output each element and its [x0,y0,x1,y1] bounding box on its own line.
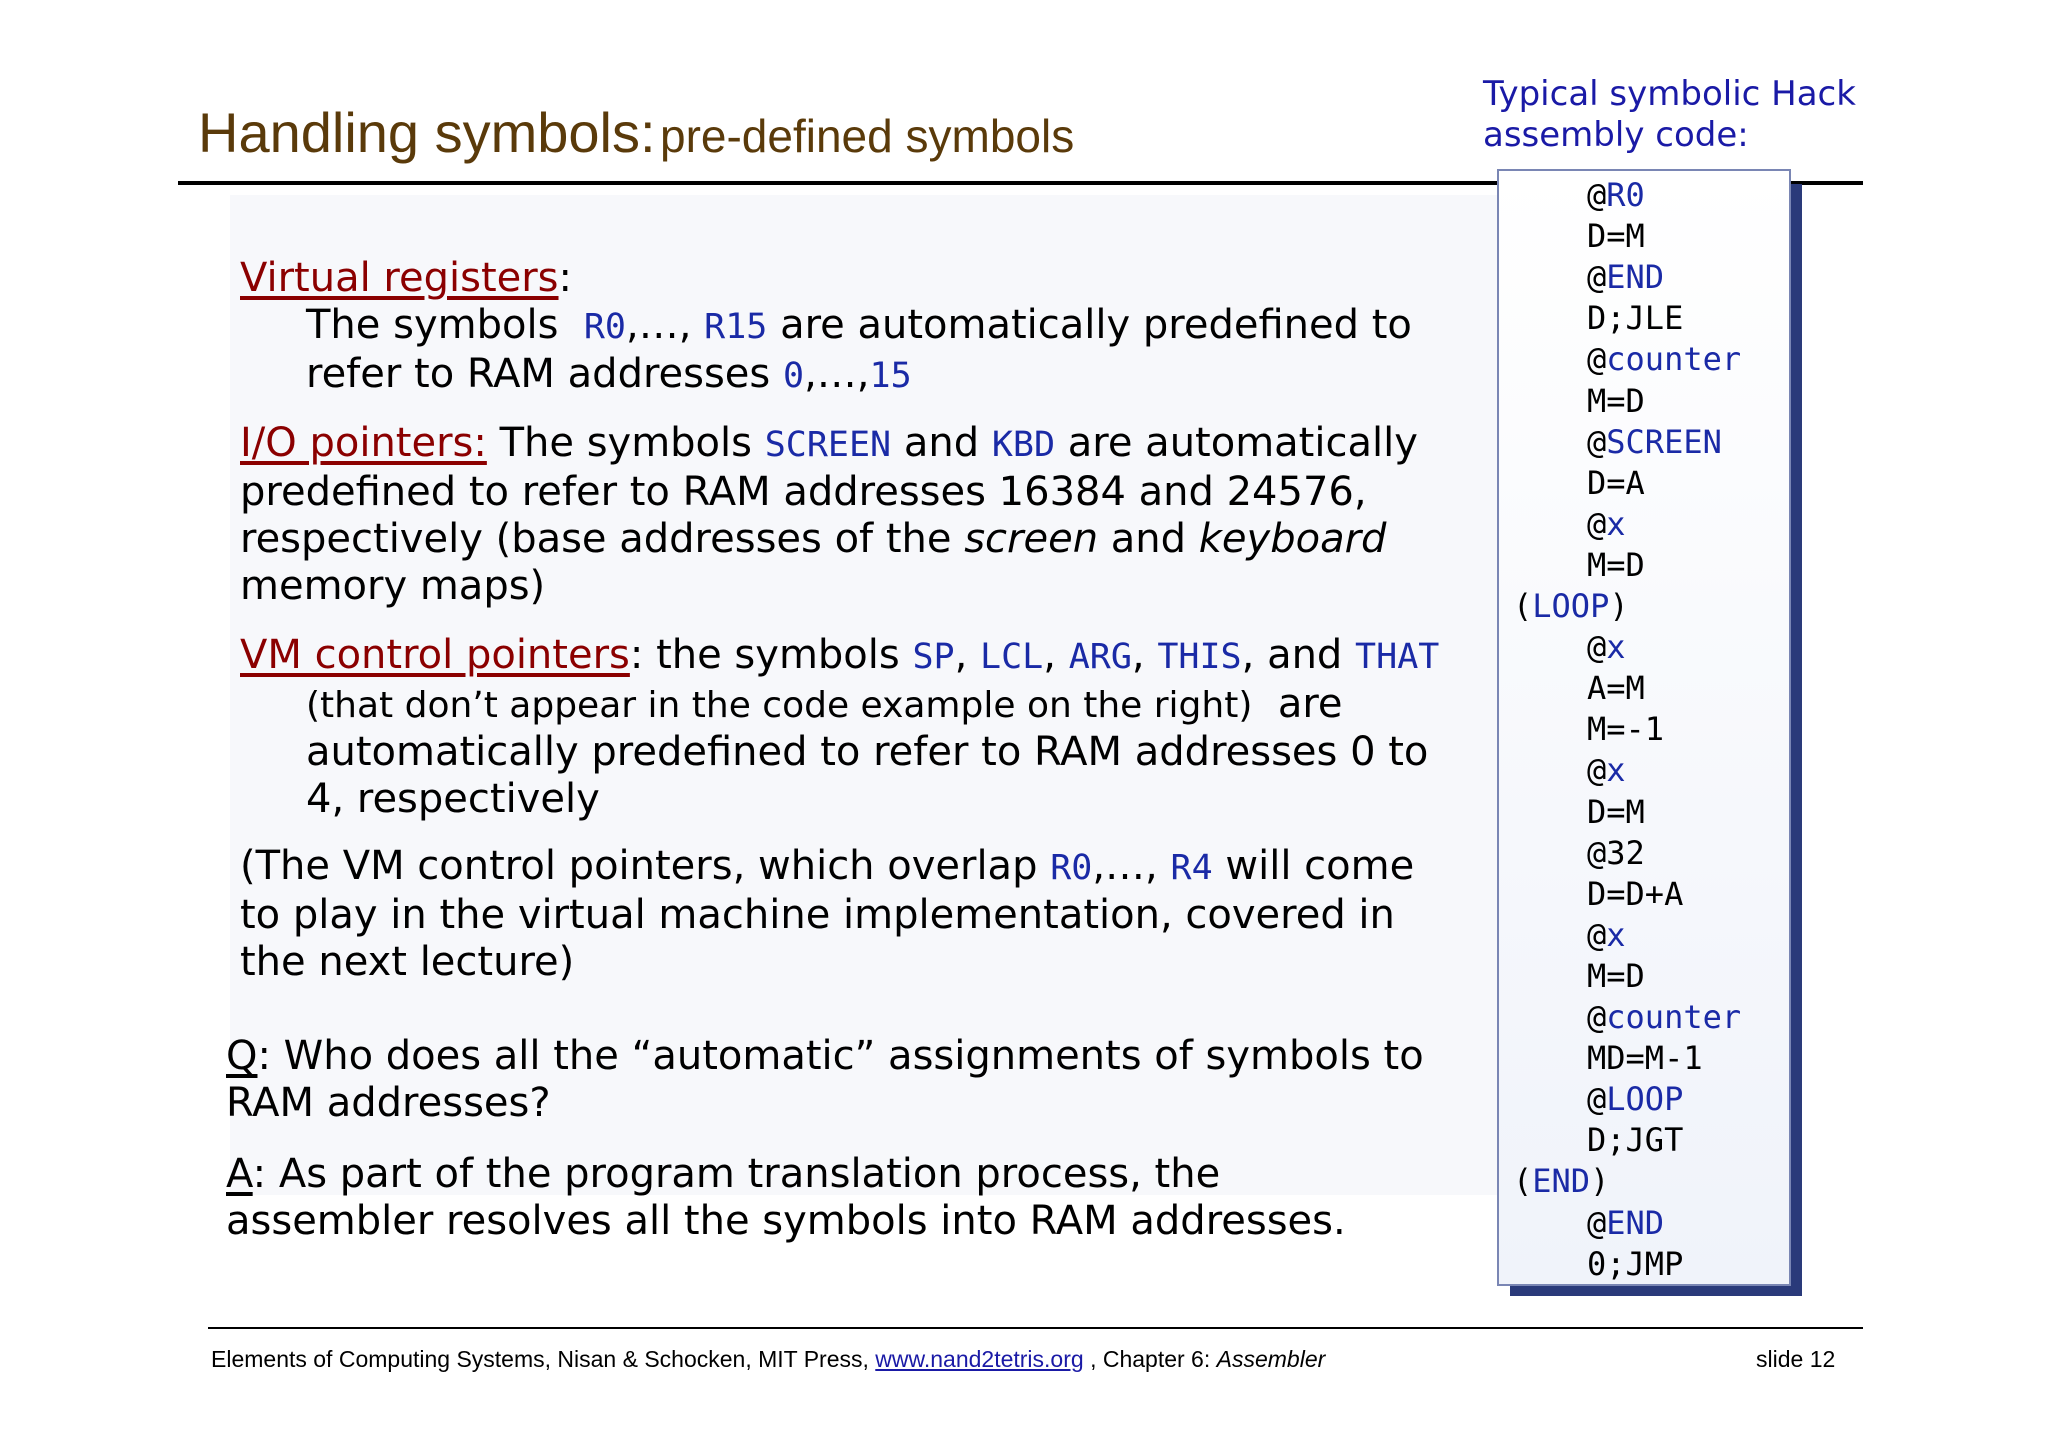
keyword: SCREEN [764,425,892,465]
answer-paragraph [226,1151,1426,1245]
code-line [1587,504,1626,544]
text-span: and [1110,516,1187,562]
code-text: ) [1609,587,1629,625]
code-line [1513,586,1629,626]
code-line [1587,1038,1703,1078]
code-line [1587,833,1645,873]
text-span: are automatically predefined to refer to RAM addresses [306,302,1412,397]
code-text: M=D [1587,956,1645,995]
code-line [1587,997,1741,1037]
code-text: D;JGT [1587,1121,1684,1160]
virtual-registers-label: Virtual registers [240,255,559,301]
code-line [1587,915,1626,955]
virtual-registers-body [240,302,1440,400]
code-caption [1483,74,1856,156]
footer-citation [211,1346,1325,1373]
emphasis: screen [964,516,1099,562]
code-text: @ [1587,628,1607,667]
code-text: M=D [1587,381,1645,420]
emphasis: keyboard [1198,516,1387,562]
slide-title [198,100,1074,165]
code-symbol: counter [1606,340,1742,379]
code-symbol: END [1532,1162,1591,1201]
keyword: KBD [991,425,1056,465]
code-text: ) [1590,1162,1610,1201]
code-line [1587,298,1683,338]
code-text: D=A [1587,463,1645,502]
answer-label: A [226,1151,253,1197]
code-text: @ [1587,998,1607,1036]
code-symbol: x [1606,628,1626,667]
keyword: LCL [980,637,1044,677]
code-text: @ [1587,1080,1607,1119]
text-span: automatically predefined to refer to RAM addresses 0 to 4, respectively [306,729,1429,822]
vm-pointers-paragraph: VM control pointers: the symbols SP, LCL, ARG, THIS, and THAT (that don’t appear in the code example on the right) are automatically predefined to refer to RAM addresses 0 to 4, respectively [240,632,1440,822]
code-caption-line: assembly code: [1483,115,1749,155]
code-line [1587,381,1645,421]
code-line [1587,422,1722,462]
code-text: A=M [1587,669,1645,708]
emphasis: Assembler [1216,1346,1326,1372]
question-text: : Who does all the “automatic” assignments of symbols to RAM addresses? [226,1033,1424,1126]
keyword: ARG [1068,637,1132,677]
code-symbol: counter [1606,998,1742,1036]
code-text: @ [1587,258,1607,297]
title-main: Handling symbols: [198,101,656,164]
code-text: @ [1587,340,1607,379]
parenthetical-note: (that don’t appear in the code example on the right) [306,685,1253,726]
question-paragraph [226,1033,1426,1127]
code-line [1587,956,1645,996]
code-line [1587,463,1645,503]
text-span: The symbols [306,302,559,348]
code-text: 0;JMP [1587,1244,1684,1283]
keyword: THIS [1157,637,1242,677]
code-line [1587,874,1683,914]
code-caption-line: Typical symbolic Hack [1483,74,1856,114]
code-line [1587,709,1664,749]
code-text: D;JLE [1587,299,1684,338]
answer-text: : As part of the program translation process, the assembler resolves all the symbols into RAM addresses. [226,1151,1346,1244]
code-line [1587,1120,1683,1160]
code-text: @ [1587,422,1607,461]
code-line [1587,1244,1683,1284]
text-span: are automatically predefined to refer to RAM addresses 16384 and 24576, respectively (base addresses of the [240,420,1418,562]
text-span: are [1277,681,1343,727]
code-line [1587,257,1664,297]
vm-pointers-body [240,681,1440,823]
code-text: D=D+A [1587,874,1684,913]
text-span: , Chapter 6: [1090,1346,1211,1372]
text-span: will come to play in the virtual machine implementation, covered in the next lecture) [240,843,1415,985]
code-text: D=M [1587,217,1645,256]
code-text: D=M [1587,792,1645,831]
code-symbol: x [1606,504,1626,543]
code-line [1587,750,1626,790]
code-text: ( [1513,587,1533,625]
text-span: ,…, [804,351,870,397]
code-line [1587,175,1645,215]
code-symbol: SCREEN [1606,422,1722,461]
keyword: R15 [704,307,768,347]
code-text: @ [1587,751,1607,790]
keyword: R0 [583,307,626,347]
footer-rule [208,1327,1863,1329]
keyword: R0 [1050,848,1093,888]
code-symbol: R0 [1606,176,1645,214]
keyword: 15 [869,356,912,396]
code-text: @ [1587,176,1607,214]
code-text: M=D [1587,545,1645,584]
code-line [1513,1161,1609,1201]
text-span: ,…, [626,302,692,348]
code-text: M=-1 [1587,710,1665,749]
keyword: 0 [782,356,805,396]
text-span: memory maps) [240,563,546,609]
slide-number: slide 12 [1756,1346,1836,1372]
text-span: ,…, [1092,843,1158,889]
code-symbol: END [1606,1203,1665,1242]
code-symbol: END [1606,258,1665,297]
text-span: (The VM control pointers, which overlap [240,843,1038,889]
keyword: SP [912,637,955,677]
code-line [1587,1203,1664,1243]
text-span: and [903,420,980,466]
code-line [1587,1079,1683,1119]
nand2tetris-link[interactable]: www.nand2tetris.org [875,1346,1084,1372]
io-pointers-label: I/O pointers: [240,420,487,466]
code-symbol: LOOP [1532,587,1610,625]
code-line [1587,627,1626,667]
code-symbol: x [1606,751,1626,790]
code-symbol: x [1606,915,1626,954]
code-line [1587,339,1741,379]
text-span: : the symbols [629,632,900,678]
code-text: @ [1587,1203,1607,1242]
code-line [1587,216,1645,256]
code-line [1587,545,1645,585]
text-span: , and [1241,632,1343,678]
keyword: R4 [1170,848,1213,888]
code-symbol: LOOP [1606,1080,1684,1119]
overlap-note-paragraph [240,843,1440,986]
title-subtitle: pre-defined symbols [660,110,1075,162]
code-line [1587,668,1645,708]
keyword: THAT [1355,637,1440,677]
text-span: The symbols [499,420,752,466]
code-text: @ [1587,915,1607,954]
text-span: Elements of Computing Systems, Nisan & Schocken, MIT Press, [211,1346,869,1372]
code-text: @32 [1587,833,1645,872]
code-line [1587,792,1645,832]
question-label: Q [226,1033,258,1079]
code-text: @ [1587,504,1607,543]
code-text: MD=M-1 [1587,1039,1703,1078]
virtual-registers-paragraph: Virtual registers: The symbols R0,…, R15 are automatically predefined to refer to RAM addresses 0,…,15 [240,255,1440,400]
io-pointers-paragraph [240,420,1440,610]
code-text: ( [1513,1162,1533,1201]
vm-pointers-label: VM control pointers [240,632,630,678]
